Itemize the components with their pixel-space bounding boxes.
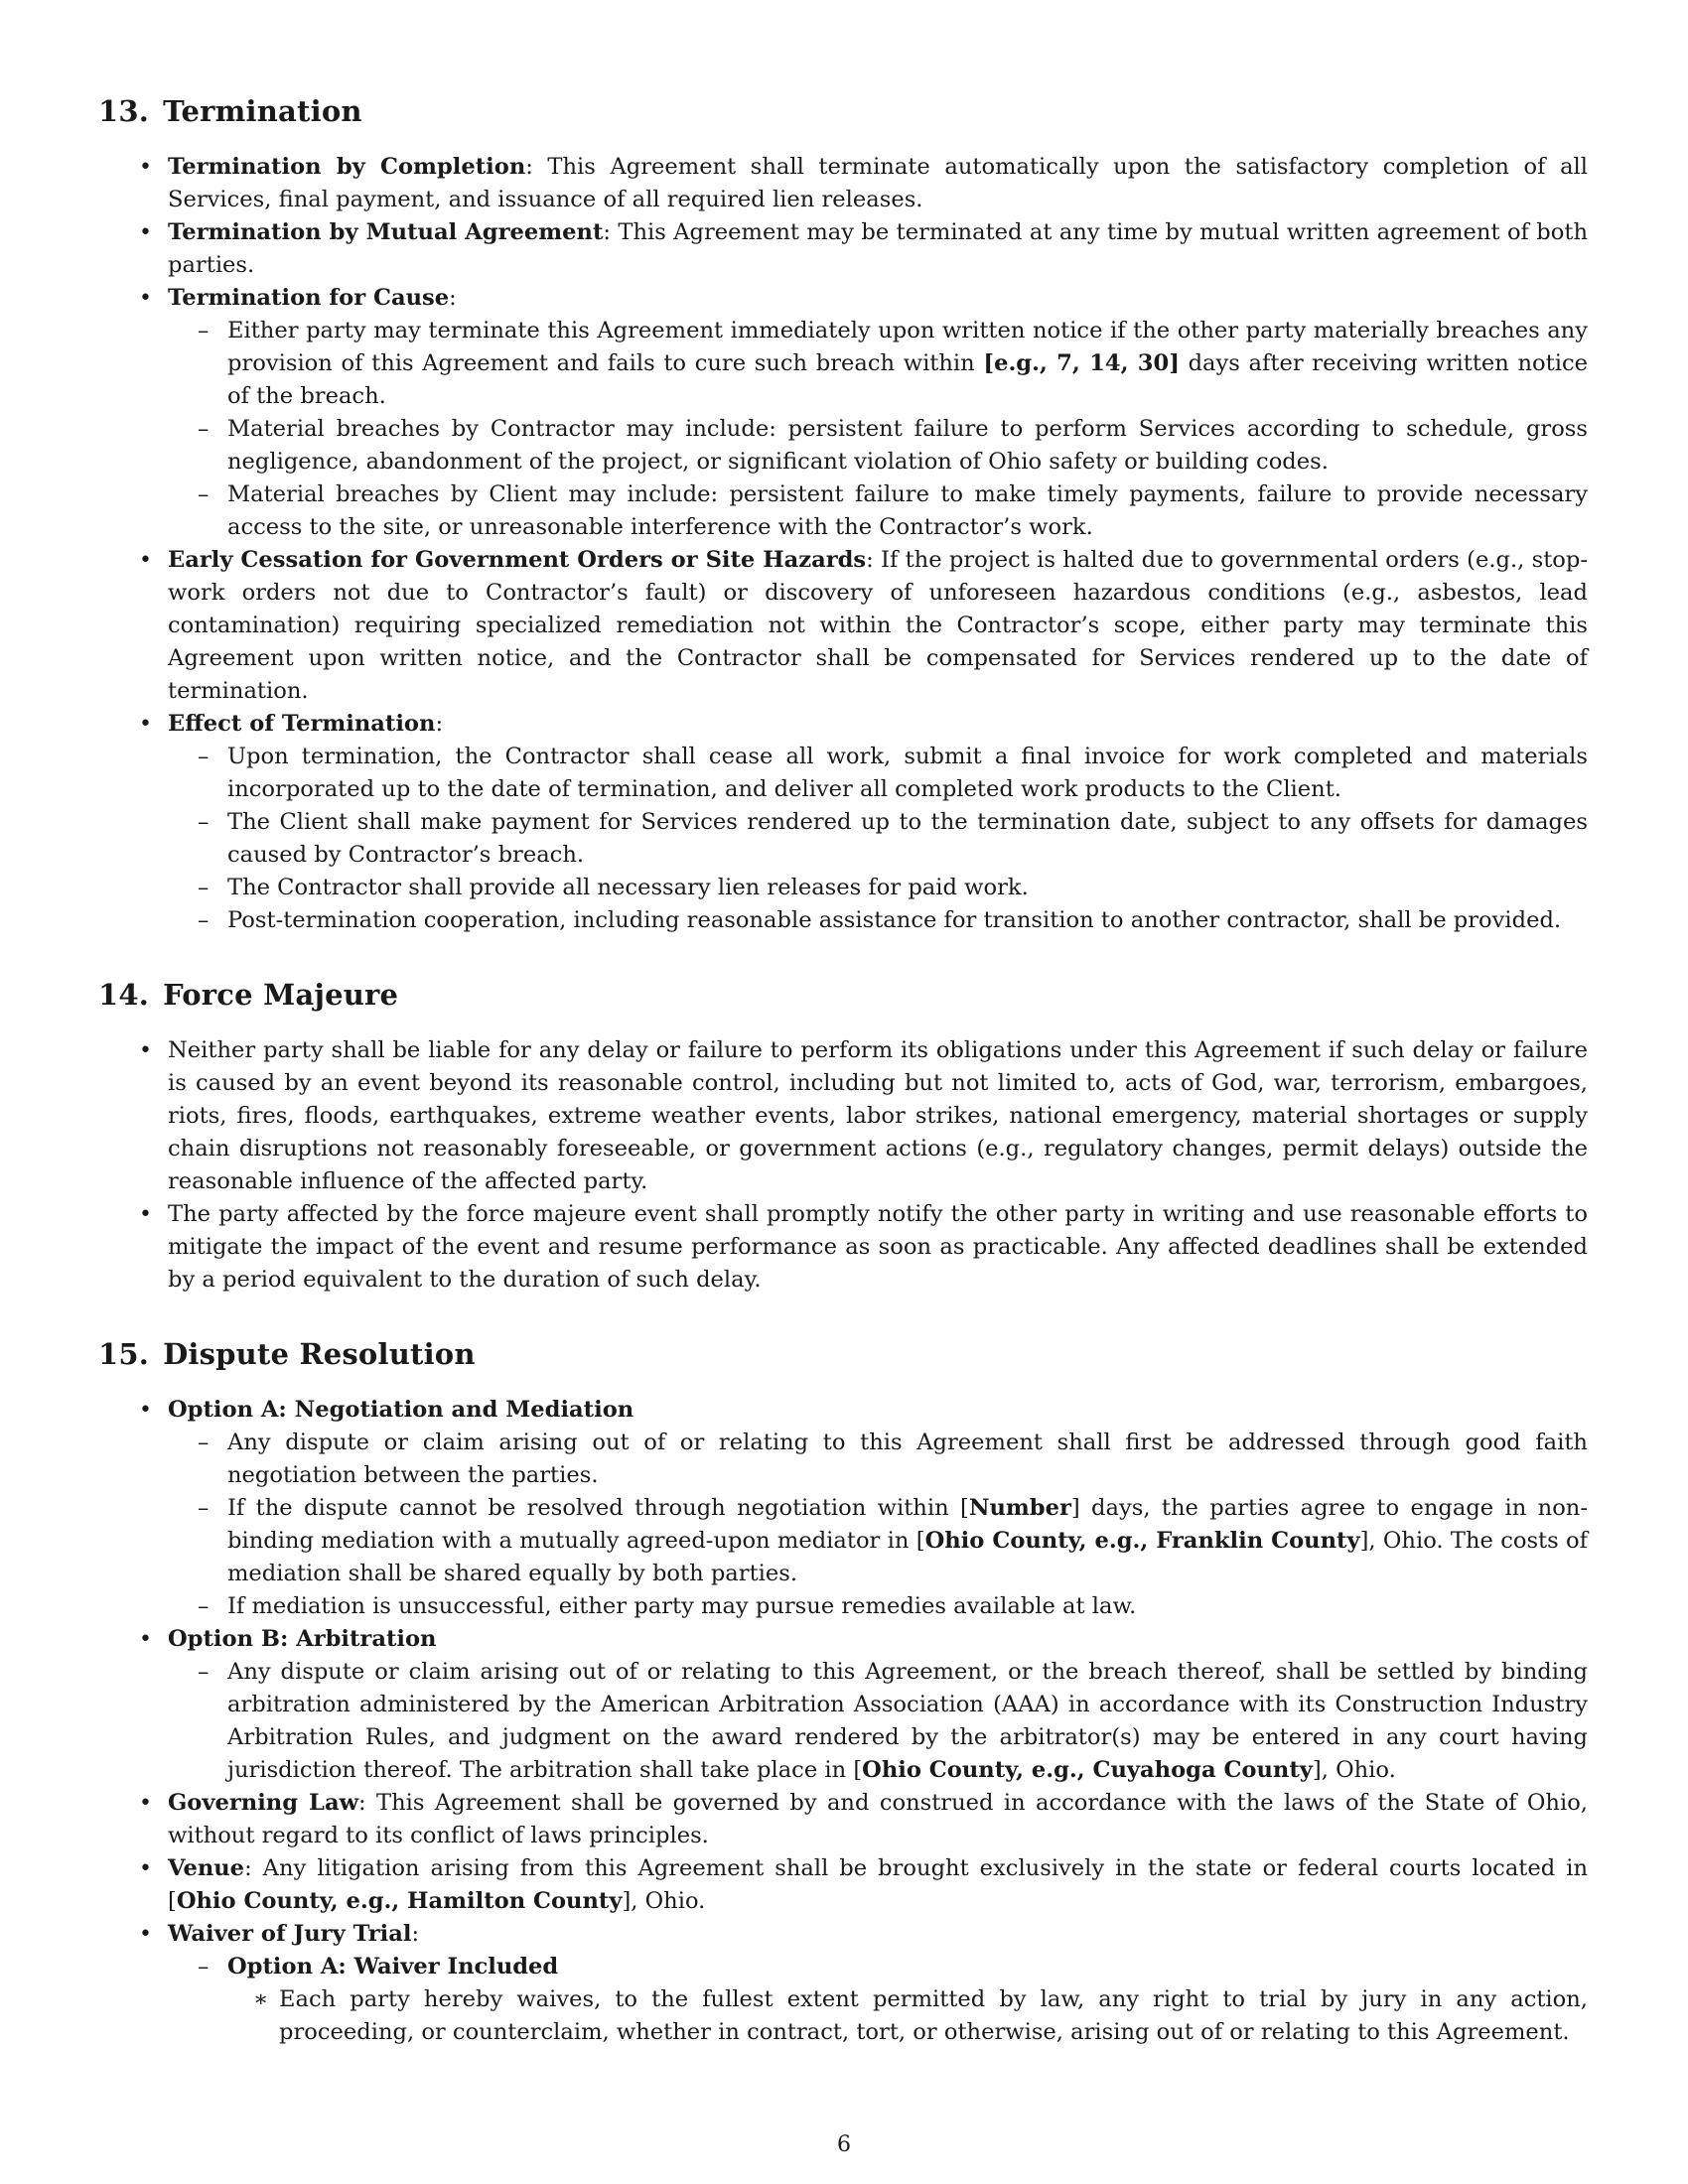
sub-item: – Option A: Waiver Included ∗ Each party hereby waives, to the fullest extent permitted by law, any right to trial by jury in any action, proceeding, or counterclaim, whether in contract, tort, or otherwise, arising out of or relating to this Agreement.: [227, 1951, 1588, 2049]
sub-list: [168, 315, 1588, 544]
sub-sub-item: ∗ Each party hereby waives, to the fullest extent permitted by law, any right to trial by jury in any action, proceeding, or counterclaim, whether in contract, tort, or otherwise, arising out of or relating to this Agreement.: [279, 1983, 1588, 2049]
clause-list: [98, 151, 1588, 937]
sub-list: [168, 1656, 1588, 1787]
sub-item: – If mediation is unsuccessful, either party may pursue remedies available at law.: [227, 1590, 1588, 1623]
list-item: • Effect of Termination: – Upon termination, the Contractor shall cease all work, submit a final invoice for work completed and materials incorporated up to the date of termination, and deliver all completed work products to the Client. – The Client shall make payment for Services rendered up to the termination date, subject to any offsets for damages caused by Contractor’s breach. – The Contractor shall provide all necessary lien releases for paid work. – Post-termination cooperation, including reasonable assistance for transition to another contractor, shall be provided.: [168, 708, 1588, 937]
section-termination: [98, 91, 1588, 937]
sub-item: – Material breaches by Client may include: persistent failure to make timely payments, failure to provide necessary access to the site, or unreasonable interference with the Contractor’s work.: [227, 478, 1588, 544]
list-item: • Governing Law: This Agreement shall be governed by and construed in accordance with the laws of the State of Ohio, without regard to its conflict of laws principles.: [168, 1787, 1588, 1852]
document-page: [98, 91, 1588, 2087]
section-heading: 14. Force Majeure: [98, 978, 399, 1012]
section-heading: 15. Dispute Resolution: [98, 1337, 476, 1371]
sub-item: – Either party may terminate this Agreement immediately upon written notice if the other party materially breaches any provision of this Agreement and fails to cure such breach within [e.g., 7, 14, 30] days after receiving written notice of the breach.: [227, 315, 1588, 413]
list-item: • Termination by Mutual Agreement: This Agreement may be terminated at any time by mutual written agreement of both parties.: [168, 216, 1588, 282]
clause-list: [98, 1034, 1588, 1297]
sub-item: – If the dispute cannot be resolved through negotiation within [Number] days, the parties agree to engage in non-binding mediation with a mutually agreed-upon mediator in [Ohio County, e.g., Franklin County], Ohio. The costs of mediation shall be shared equally by both parties.: [227, 1492, 1588, 1590]
list-item: • Neither party shall be liable for any delay or failure to perform its obligations under this Agreement if such delay or failure is caused by an event beyond its reasonable control, including but not limited to, acts of God, war, terrorism, embargoes, riots, fires, floods, earthquakes, extreme weather events, labor strikes, national emergency, material shortages or supply chain disruptions not reasonably foreseeable, or government actions (e.g., regulatory changes, permit delays) outside the reasonable influence of the affected party.: [168, 1034, 1588, 1198]
sub-item: – Upon termination, the Contractor shall cease all work, submit a final invoice for work completed and materials incorporated up to the date of termination, and deliver all completed work products to the Client.: [227, 741, 1588, 806]
sub-list: [168, 1951, 1588, 2049]
sub-sub-list: [227, 1983, 1588, 2049]
list-item: • Option A: Negotiation and Mediation – Any dispute or claim arising out of or relating to this Agreement shall first be addressed through good faith negotiation between the parties. – If the dispute cannot be resolved through negotiation within [Number] days, the parties agree to engage in non-binding mediation with a mutually agreed-upon mediator in [Ohio County, e.g., Franklin County], Ohio. The costs of mediation shall be shared equally by both parties. – If mediation is unsuccessful, either party may pursue remedies available at law.: [168, 1394, 1588, 1623]
sub-list: [168, 741, 1588, 937]
list-item: • Termination by Completion: This Agreement shall terminate automatically upon the satisfactory completion of all Services, final payment, and issuance of all required lien releases.: [168, 151, 1588, 216]
list-item: • Termination for Cause: – Either party may terminate this Agreement immediately upon written notice if the other party materially breaches any provision of this Agreement and fails to cure such breach within [e.g., 7, 14, 30] days after receiving written notice of the breach. – Material breaches by Contractor may include: persistent failure to perform Services according to schedule, gross negligence, abandonment of the project, or significant violation of Ohio safety or building codes. – Material breaches by Client may include: persistent failure to make timely payments, failure to provide necessary access to the site, or unreasonable interference with the Contractor’s work.: [168, 282, 1588, 544]
list-item: • The party affected by the force majeure event shall promptly notify the other party in writing and use reasonable efforts to mitigate the impact of the event and resume performance as soon as practicable. Any affected deadlines shall be extended by a period equivalent to the duration of such delay.: [168, 1198, 1588, 1297]
section-dispute-resolution: [98, 1334, 1588, 2049]
sub-item: – The Client shall make payment for Services rendered up to the termination date, subject to any offsets for damages caused by Contractor’s breach.: [227, 806, 1588, 872]
clause-list: [98, 1394, 1588, 2049]
list-item: • Option B: Arbitration – Any dispute or claim arising out of or relating to this Agreement, or the breach thereof, shall be settled by binding arbitration administered by the American Arbitration Association (AAA) in accordance with its Construction Industry Arbitration Rules, and judgment on the award rendered by the arbitrator(s) may be entered in any court having jurisdiction thereof. The arbitration shall take place in [Ohio County, e.g., Cuyahoga County], Ohio.: [168, 1623, 1588, 1787]
sub-item: – Any dispute or claim arising out of or relating to this Agreement, or the breach thereof, shall be settled by binding arbitration administered by the American Arbitration Association (AAA) in accordance with its Construction Industry Arbitration Rules, and judgment on the award rendered by the arbitrator(s) may be entered in any court having jurisdiction thereof. The arbitration shall take place in [Ohio County, e.g., Cuyahoga County], Ohio.: [227, 1656, 1588, 1787]
list-item: • Waiver of Jury Trial: – Option A: Waiver Included ∗ Each party hereby waives, to the fullest extent permitted by law, any right to trial by jury in any action, proceeding, or counterclaim, whether in contract, tort, or otherwise, arising out of or relating to this Agreement.: [168, 1918, 1588, 2049]
page-number: 6: [837, 2132, 851, 2157]
sub-item: – Material breaches by Contractor may include: persistent failure to perform Services according to schedule, gross negligence, abandonment of the project, or significant violation of Ohio safety or building codes.: [227, 413, 1588, 478]
sub-item: – Any dispute or claim arising out of or relating to this Agreement shall first be addressed through good faith negotiation between the parties.: [227, 1427, 1588, 1492]
section-force-majeure: [98, 975, 1588, 1297]
section-heading: 13. Termination: [98, 94, 362, 128]
sub-item: – The Contractor shall provide all necessary lien releases for paid work.: [227, 872, 1588, 904]
list-item: • Venue: Any litigation arising from this Agreement shall be brought exclusively in the state or federal courts located in [Ohio County, e.g., Hamilton County], Ohio.: [168, 1852, 1588, 1918]
sub-list: [168, 1427, 1588, 1623]
list-item: • Early Cessation for Government Orders or Site Hazards: If the project is halted due to governmental orders (e.g., stop-work orders not due to Contractor’s fault) or discovery of unforeseen hazardous conditions (e.g., asbestos, lead contamination) requiring specialized remediation not within the Contractor’s scope, either party may terminate this Agreement upon written notice, and the Contractor shall be compensated for Services rendered up to the date of termination.: [168, 544, 1588, 708]
sub-item: – Post-termination cooperation, including reasonable assistance for transition to another contractor, shall be provided.: [227, 904, 1588, 937]
